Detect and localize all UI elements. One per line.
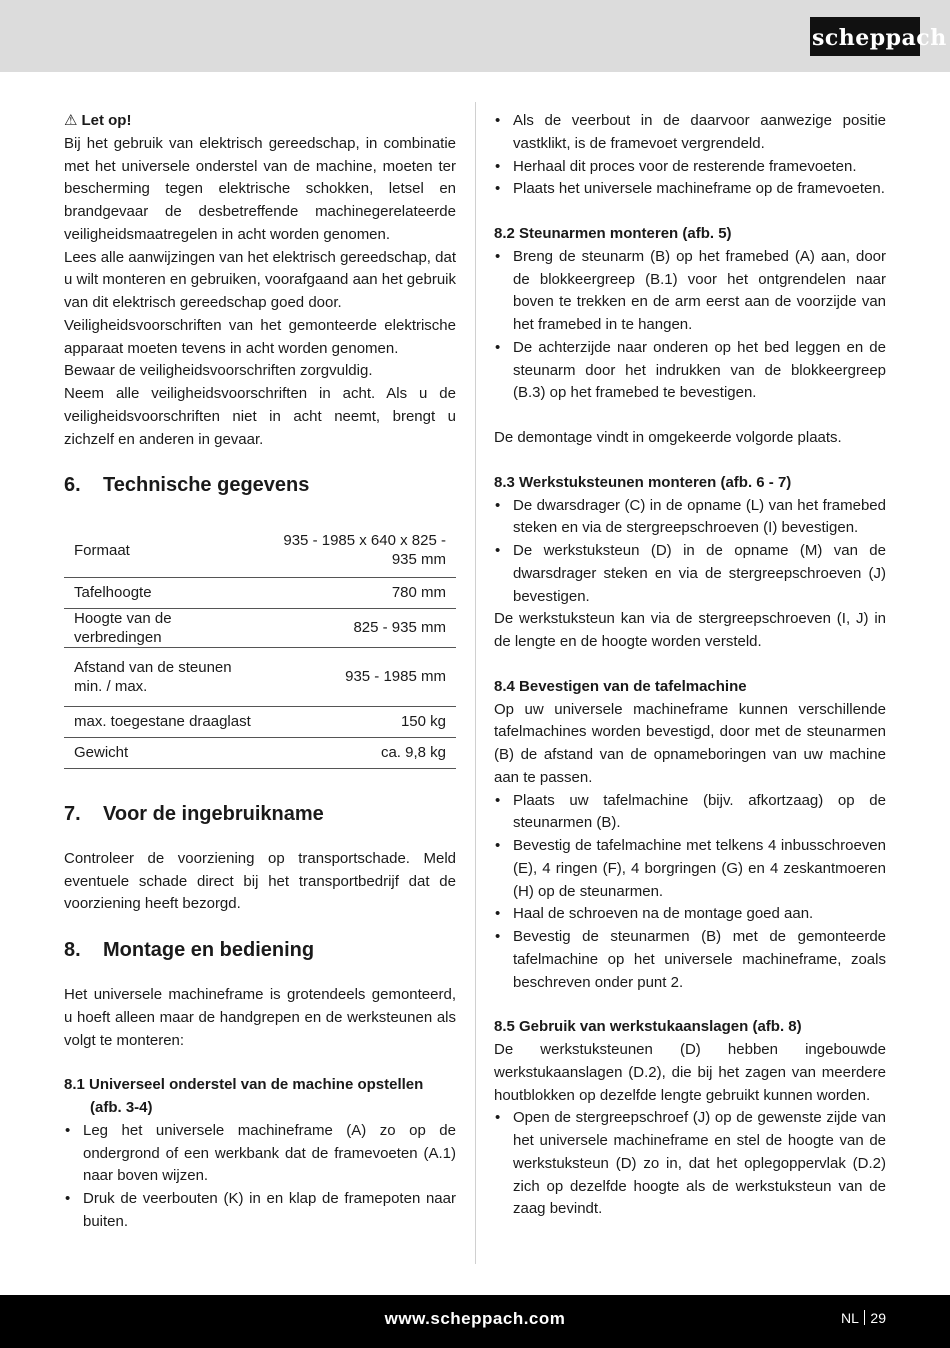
page-indicator	[841, 1310, 886, 1326]
spec-value: 780 mm	[264, 577, 456, 608]
list-item: • De achterzijde naar onderen op het bed leggen en de steunarm door het indrukken van de blokkeergreep (B.3) op het framebed te bevestigen.	[494, 337, 886, 405]
list-item: • De dwarsdrager (C) in de opname (L) van het framebed steken en via de stergreepschroeven (I) bevestigen.	[494, 495, 886, 541]
page-header	[0, 0, 950, 72]
list-item: • Open de stergreepschroef (J) op de gewenste zijde van het universele machineframe en stel de hoogte van de werkstuksteun (D) zo in, dat het oplegoppervlak (D.2) zich op dezelfde hoogte als de werkstuksteun van de zaag bevindt.	[494, 1107, 886, 1221]
column-divider	[475, 102, 476, 1264]
list-item: • Breng de steunarm (B) op het framebed (A) aan, door de blokkeergreep (B.1) voor het ontgrendelen naar boven te trekken en de arm eerst aan de voorzijde van het framebed in te hangen.	[494, 246, 886, 337]
subsection-text: Op uw universele machineframe kunnen verschillende tafelmachines worden bevestigd, door met de steunarmen (B) de afstand van de opnameboringen van uw machine aan te passen.	[494, 700, 886, 786]
warning-paragraph: Lees alle aanwijzingen van het elektrisch gereedschap, dat u wilt monteren en gebruiken, voorafgaand aan het gebruik van dit elektrisch gereedschap goed door.	[64, 248, 456, 311]
subsection-title: 8.1 Universeel onderstel van de machine opstellen	[64, 1076, 424, 1094]
warning-paragraph: Bij het gebruik van elektrisch gereedschap, in combinatie met het universele onderstel van de machine, moeten ter bescherming tegen elektrische schokken, letsel en brandgevaar de desbetreffende machinegerelateerde veiligheidsmaatregelen in acht worden genomen.	[64, 134, 456, 243]
bullet-list	[494, 790, 886, 995]
spec-table	[64, 523, 456, 769]
section-number: 6.	[64, 474, 81, 497]
spec-value: 150 kg	[264, 706, 456, 737]
bullet-list	[494, 110, 886, 201]
table-row	[64, 647, 456, 706]
list-item: • Plaats uw tafelmachine (bijv. afkortzaag) op de steunarmen (B).	[494, 790, 886, 836]
spec-value: 935 - 1985 mm	[264, 647, 456, 706]
spec-label: Afstand van de steunen min. / max.	[64, 647, 264, 706]
list-item: • Herhaal dit proces voor de resterende framevoeten.	[494, 156, 886, 179]
left-column	[64, 110, 456, 1234]
warning-block	[64, 110, 456, 451]
section-title: Montage en bediening	[103, 939, 315, 961]
spec-label: Formaat	[64, 523, 264, 577]
section-title: Voor de ingebruikname	[103, 802, 324, 825]
table-row	[64, 577, 456, 608]
subsection-8-2-heading: 8.2 Steunarmen monteren (afb. 5)	[494, 225, 732, 242]
subsection-text: De werkstuksteunen (D) hebben ingebouwde werkstukaanslagen (D.2), die bij het zagen van meerdere houtblokken op dezelfde lengte gebruikt kunnen worden.	[494, 1041, 886, 1104]
page-number: 29	[870, 1310, 886, 1326]
subsection-text: De werkstuksteun kan via de stergreepschroeven (I, J) in de lengte en de hoogte worden versteld.	[494, 610, 886, 650]
table-row	[64, 523, 456, 577]
warning-paragraph: Neem alle veiligheidsvoorschriften in acht. Als u de veiligheidsvoorschriften niet in acht neemt, brengt u zichzelf en anderen in gevaar.	[64, 385, 456, 448]
warning-paragraph: Veiligheidsvoorschriften van het gemonteerde elektrische apparaat moeten tevens in acht worden genomen.	[64, 316, 456, 357]
list-item: • Haal de schroeven na de montage goed aan.	[494, 903, 886, 926]
section-7-text: Controleer de voorziening op transportschade. Meld eventuele schade direct bij het transportbedrijf dat de voorziening heeft bezorgd.	[64, 849, 456, 913]
warning-title: Let op!	[81, 112, 132, 129]
bullet-list	[64, 1120, 456, 1234]
spec-label: Gewicht	[64, 737, 264, 768]
right-column	[494, 110, 886, 1221]
warning-heading	[64, 110, 456, 133]
list-item: • Bevestig de steunarmen (B) met de gemonteerde tafelmachine op het universele machineframe, zoals beschreven onder punt 2.	[494, 926, 886, 994]
page-footer	[0, 1295, 950, 1348]
subsection-8-5-heading: 8.5 Gebruik van werkstukaanslagen (afb. 8)	[494, 1018, 802, 1036]
website-url: www.scheppach.com	[384, 1309, 566, 1328]
subsection-note: De demontage vindt in omgekeerde volgorde plaats.	[494, 429, 842, 446]
table-row	[64, 608, 456, 647]
section-title: Technische gegevens	[103, 474, 310, 497]
spec-value: 825 - 935 mm	[264, 608, 456, 647]
list-item: • Bevestig de tafelmachine met telkens 4 inbusschroeven (E), 4 ringen (F), 4 borgringen (G) en 4 zeskantmoeren (H) op de steunarmen.	[494, 835, 886, 903]
subsection-8-3-heading: 8.3 Werkstuksteunen monteren (afb. 6 - 7)	[494, 473, 792, 491]
separator	[864, 1310, 866, 1325]
language-code: NL	[841, 1310, 859, 1326]
warning-paragraph: Bewaar de veiligheidsvoorschriften zorgvuldig.	[64, 362, 373, 380]
subsection-8-1-heading	[64, 1074, 456, 1120]
section-6-heading	[64, 471, 456, 499]
spec-label: Hoogte van de verbredingen	[64, 608, 264, 647]
spec-label: max. toegestane draaglast	[64, 706, 264, 737]
subsection-8-4-heading: 8.4 Bevestigen van de tafelmachine	[494, 677, 747, 695]
list-item: • Plaats het universele machineframe op de framevoeten.	[494, 178, 886, 201]
bullet-list	[494, 1107, 886, 1221]
spec-value: ca. 9,8 kg	[264, 737, 456, 768]
section-number: 8.	[64, 939, 81, 961]
brand-logo: scheppach	[810, 17, 920, 56]
table-row	[64, 737, 456, 768]
subsection-title-cont: (afb. 3-4)	[90, 1099, 153, 1116]
section-8-heading	[64, 936, 456, 964]
list-item: • De werkstuksteun (D) in de opname (M) van de dwarsdrager steken en via de stergreepschroeven (J) bevestigen.	[494, 540, 886, 608]
section-8-text: Het universele machineframe is grotendeels gemonteerd, u hoeft alleen maar de handgrepen en de werksteunen als volgt te monteren:	[64, 986, 456, 1049]
section-7-heading	[64, 800, 456, 828]
list-item: • Als de veerbout in de daarvoor aanwezige positie vastklikt, is de framevoet vergrendeld.	[494, 110, 886, 156]
list-item: • Leg het universele machineframe (A) zo op de ondergrond of een werkbank dat de framevoeten (A.1) naar boven wijzen.	[64, 1120, 456, 1188]
spec-label: Tafelhoogte	[64, 577, 264, 608]
bullet-list	[494, 246, 886, 405]
table-row	[64, 706, 456, 737]
list-item: • Druk de veerbouten (K) in en klap de framepoten naar buiten.	[64, 1188, 456, 1234]
spec-value: 935 - 1985 x 640 x 825 - 935 mm	[264, 523, 456, 577]
section-number: 7.	[64, 802, 81, 825]
warning-triangle-icon: ⚠	[64, 112, 78, 129]
bullet-list	[494, 495, 886, 609]
